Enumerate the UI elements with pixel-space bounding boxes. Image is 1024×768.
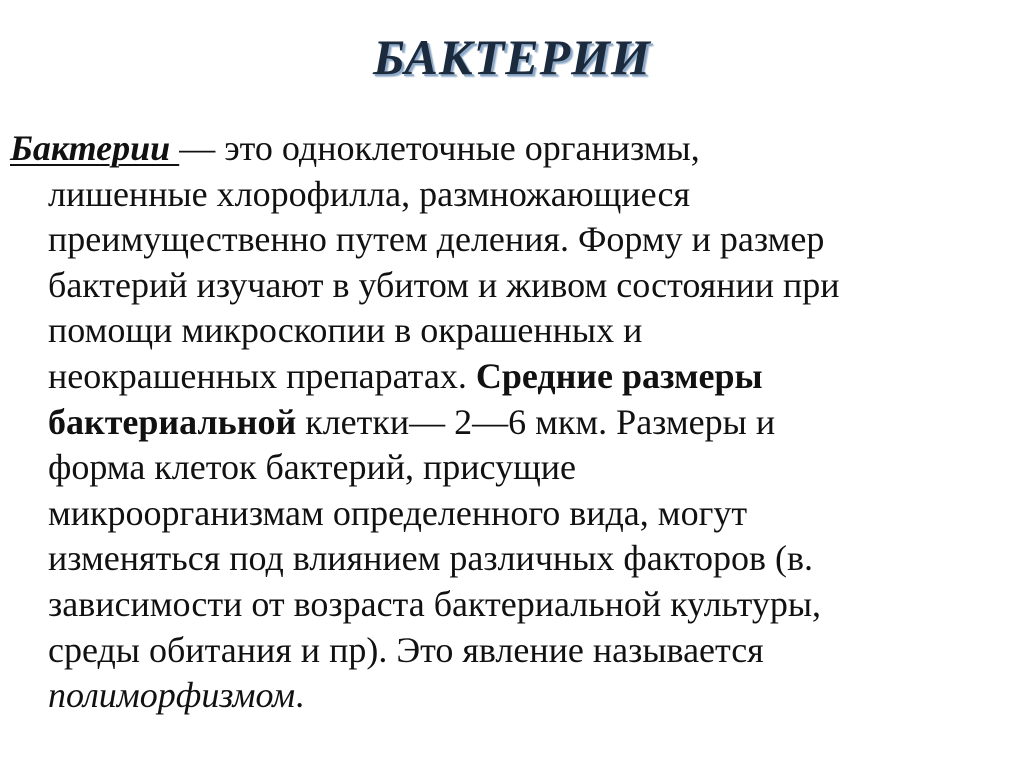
text-line-1 — [10, 126, 1014, 172]
line-1-text: — это одноклеточные организмы, — [179, 128, 700, 168]
text-line-4: бактерий изучают в убитом и живом состоянии при — [48, 264, 840, 305]
bold-average-sizes: Средние размеры — [475, 355, 763, 396]
bold-bacterial: бактериальной — [48, 401, 297, 442]
text-line-13 — [10, 673, 1014, 719]
text-line-8: форма клеток бактерий, присущие — [48, 447, 577, 488]
line-7-text: клетки— 2—6 мкм. Размеры и — [296, 401, 776, 442]
text-line-12: среды обитания и пр). Это явление называется — [48, 629, 764, 670]
text-line-5: помощи микроскопии в окрашенных и — [48, 310, 643, 351]
italic-polymorphism: полиморфизмом — [48, 675, 296, 716]
body-paragraph — [10, 126, 1014, 719]
text-line-6 — [10, 354, 1014, 400]
line-6-text: неокрашенных препаратах. — [48, 355, 476, 396]
slide-title: БАКТЕРИИ — [373, 29, 651, 85]
text-line-2: лишенные хлорофилла, размножающиеся — [48, 173, 691, 214]
text-line-7 — [10, 400, 1014, 446]
text-line-10: изменяться под влиянием различных факторов (в. — [48, 538, 813, 579]
line-13-text: . — [295, 675, 305, 716]
text-line-3: преимущественно путем деления. Форму и размер — [48, 219, 825, 260]
text-line-9: микроорганизмам определенного вида, могут — [48, 492, 748, 533]
term-bacteria: Бактерии — [10, 128, 180, 168]
text-line-11: зависимости от возраста бактериальной культуры, — [48, 583, 822, 624]
